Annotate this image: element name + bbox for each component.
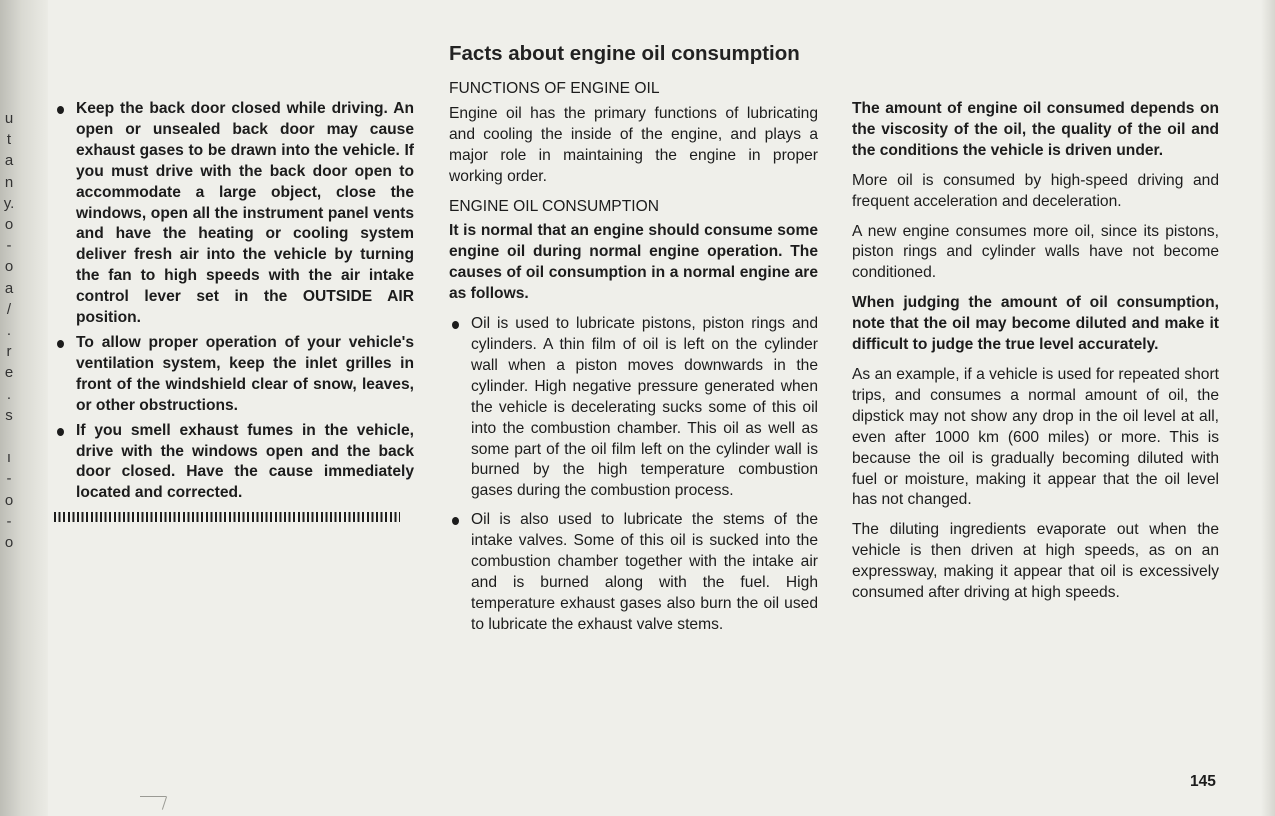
judging-consumption-paragraph: When judging the amount of oil consumption, note that the oil may become diluted and make it difficult to judge the true level accurately. xyxy=(852,294,1219,354)
margin-letter: s xyxy=(5,406,13,424)
right-column xyxy=(852,99,1219,613)
consumption-cause-bullet: Oil is used to lubricate pistons, piston rings and cylinders. A thin film of oil is left on the cylinder wall when a piston moves downwards in the cylinder. High negative pressure generated when the vehicle is decelerating sucks some of this oil into the combustion chamber. This oil as well as some part of the oil film left on the cylinder wall is burned by the high temperature combustion gases during the combustion process. xyxy=(449,314,818,502)
previous-page-edge-letters xyxy=(2,108,16,553)
example-paragraph: As an example, if a vehicle is used for repeated short trips, and consumes a normal amount of oil, the dipstick may not show any drop in the oil level at all, even after 1000 km (600 miles) or more. This is because the oil is gradually becoming diluted with fuel or moisture, making it appear that the oil level has not changed. xyxy=(852,365,1219,509)
pencil-mark xyxy=(140,796,166,797)
oil-amount-paragraph: The amount of engine oil consumed depends on the viscosity of the oil, the quality of the oil and the conditions the vehicle is driven under. xyxy=(852,100,1219,159)
section-end-rule xyxy=(54,512,400,522)
margin-letter: / xyxy=(6,300,12,318)
margin-letter: o xyxy=(4,216,14,234)
ventilation-bullet: To allow proper operation of your vehicle's ventilation system, keep the inlet grilles in front of the windshield clear of snow, leaves, or other obstructions. xyxy=(54,333,414,417)
margin-letter: y. xyxy=(3,194,15,212)
margin-letter: r xyxy=(6,343,12,361)
page-number: 145 xyxy=(1190,773,1216,790)
section-heading-consumption: ENGINE OIL CONSUMPTION xyxy=(449,197,659,215)
margin-letter xyxy=(2,426,16,447)
margin-letter: . xyxy=(6,385,12,403)
diluting-ingredients-paragraph: The diluting ingredients evaporate out when the vehicle is then driven at high speeds, as on an expressway, making it appear that oil is excessively consumed after driving at high speeds. xyxy=(852,521,1219,602)
margin-letter: . xyxy=(6,322,12,340)
margin-letter: a xyxy=(4,279,14,297)
middle-column xyxy=(449,42,818,644)
consumption-cause-bullet: Oil is also used to lubricate the stems of the intake valves. Some of this oil is sucked into the combustion chamber together with the intake air and is burned along with the fuel. High temperature exhaust gases also burn the oil used to lubricate the exhaust valve stems. xyxy=(449,510,818,635)
page-title: Facts about engine oil consumption xyxy=(449,42,800,65)
margin-letter: o xyxy=(4,534,14,552)
margin-letter: ı xyxy=(6,449,12,467)
page-right-edge xyxy=(1261,0,1275,816)
pencil-mark xyxy=(162,796,167,810)
ventilation-bullet: If you smell exhaust fumes in the vehicle, drive with the windows open and the back door closed. Have the cause immediately located and corrected. xyxy=(54,421,414,505)
ventilation-bullet: Keep the back door closed while driving. An open or unsealed back door may cause exhaust gases to be drawn into the vehicle. If you must drive with the back door open to accommodate a large object, close the windows, open all the instrument panel vents and have the heating or cooling system deliver fresh air into the vehicle by turning the fan to high speeds with the air intake control lever set in the OUTSIDE AIR position. xyxy=(54,99,414,329)
margin-letter: a xyxy=(4,152,14,170)
high-speed-paragraph: More oil is consumed by high-speed driving and frequent acceleration and deceleration. xyxy=(852,171,1219,210)
new-engine-paragraph: A new engine consumes more oil, since its pistons, piston rings and cylinder walls have not become conditioned. xyxy=(852,222,1219,282)
consumption-paragraph: It is normal that an engine should consume some engine oil during normal engine operation. The causes of oil consumption in a normal engine are as follows. xyxy=(449,222,818,303)
margin-letter: e xyxy=(4,364,14,382)
margin-letter: - xyxy=(6,237,12,255)
margin-letter: o xyxy=(4,258,14,276)
margin-letter: - xyxy=(6,470,12,488)
left-column xyxy=(54,99,414,522)
margin-letter: o xyxy=(4,491,14,509)
margin-letter: n xyxy=(4,173,14,191)
functions-paragraph: Engine oil has the primary functions of lubricating and cooling the inside of the engine, and plays a major role in maintaining the engine in proper working order. xyxy=(449,104,818,185)
margin-letter: u xyxy=(4,110,14,127)
section-heading-functions: FUNCTIONS OF ENGINE OIL xyxy=(449,80,660,97)
margin-letter: - xyxy=(6,512,12,530)
margin-letter: t xyxy=(6,131,12,149)
